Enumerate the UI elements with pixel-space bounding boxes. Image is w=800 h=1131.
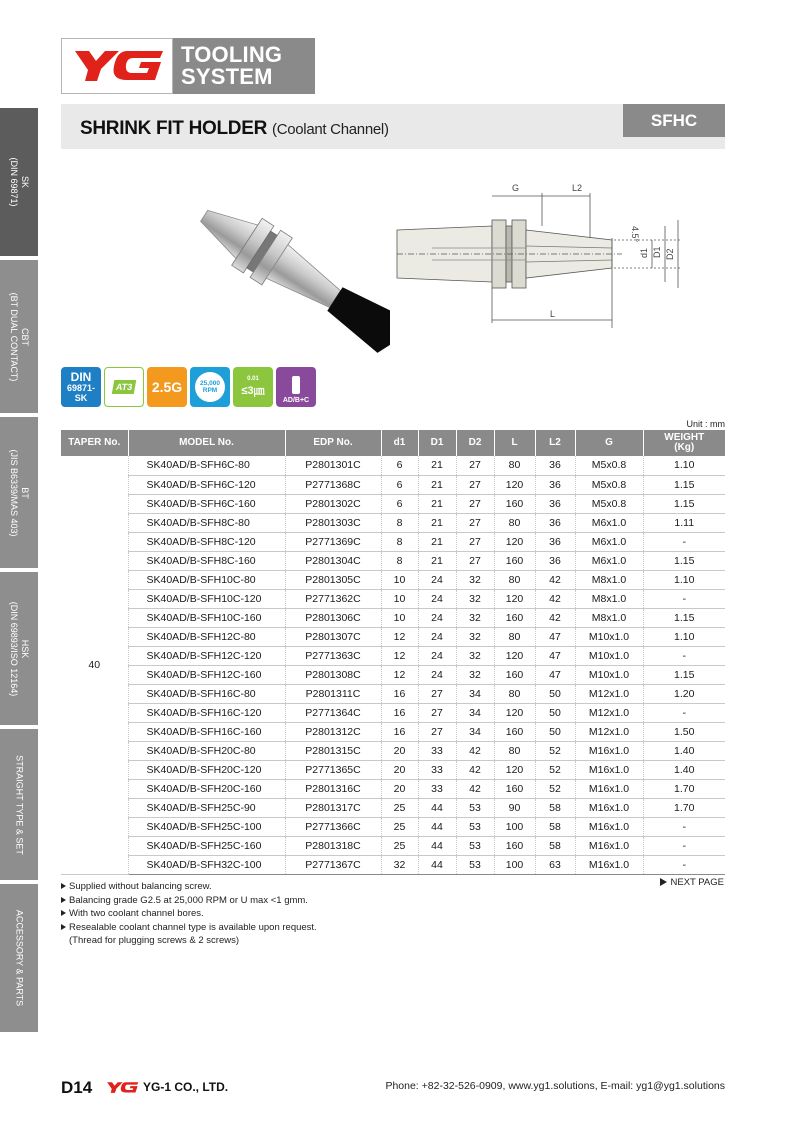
- next-page-link[interactable]: [660, 877, 725, 888]
- value-cell: 90: [494, 798, 535, 817]
- side-tab-label: SK: [20, 175, 30, 188]
- value-cell: 58: [535, 817, 575, 836]
- model-cell: SK40AD/B-SFH10C-80: [128, 570, 285, 589]
- value-cell: 20: [381, 741, 418, 760]
- value-cell: 21: [418, 551, 456, 570]
- value-cell: 100: [494, 817, 535, 836]
- col-header: G: [575, 430, 643, 456]
- table-row: [61, 855, 725, 874]
- value-cell: 80: [494, 627, 535, 646]
- value-cell: 12: [381, 646, 418, 665]
- value-cell: 80: [494, 456, 535, 475]
- value-cell: M8x1.0: [575, 570, 643, 589]
- taper-cell: 40: [61, 456, 128, 874]
- col-header: TAPER No.: [61, 430, 128, 456]
- value-cell: 32: [381, 855, 418, 874]
- balance-badge: 2.5G: [147, 367, 187, 407]
- runout-badge: 0.01 ≤3㎛: [233, 367, 273, 407]
- value-cell: 24: [418, 589, 456, 608]
- model-cell: SK40AD/B-SFH25C-100: [128, 817, 285, 836]
- edp-cell: P2801316C: [285, 779, 381, 798]
- value-cell: 34: [456, 722, 494, 741]
- value-cell: 42: [535, 589, 575, 608]
- value-cell: 24: [418, 608, 456, 627]
- value-cell: 1.50: [643, 722, 725, 741]
- value-cell: M16x1.0: [575, 779, 643, 798]
- value-cell: 42: [456, 760, 494, 779]
- model-cell: SK40AD/B-SFH16C-80: [128, 684, 285, 703]
- value-cell: 27: [418, 722, 456, 741]
- value-cell: M12x1.0: [575, 703, 643, 722]
- table-row: [61, 456, 725, 475]
- value-cell: 44: [418, 798, 456, 817]
- edp-cell: P2771363C: [285, 646, 381, 665]
- value-cell: 120: [494, 646, 535, 665]
- model-cell: SK40AD/B-SFH25C-90: [128, 798, 285, 817]
- value-cell: 47: [535, 665, 575, 684]
- value-cell: 120: [494, 703, 535, 722]
- table-row: [61, 665, 725, 684]
- value-cell: 160: [494, 608, 535, 627]
- side-tab-label: ACCESSORY & PARTS: [14, 909, 25, 1007]
- edp-cell: P2801305C: [285, 570, 381, 589]
- value-cell: M12x1.0: [575, 684, 643, 703]
- drawing-label-d1: d1: [639, 247, 649, 258]
- model-cell: SK40AD/B-SFH6C-160: [128, 494, 285, 513]
- technical-drawing: [392, 178, 702, 328]
- side-tab-label: CBT: [20, 327, 30, 346]
- model-cell: SK40AD/B-SFH32C-100: [128, 855, 285, 874]
- value-cell: 58: [535, 798, 575, 817]
- rpm-badge: 25,000 RPM: [190, 367, 230, 407]
- model-cell: SK40AD/B-SFH12C-160: [128, 665, 285, 684]
- side-tab-label: HSK: [20, 639, 30, 658]
- notes: [61, 880, 317, 948]
- edp-cell: P2801317C: [285, 798, 381, 817]
- value-cell: 12: [381, 627, 418, 646]
- value-cell: M6x1.0: [575, 532, 643, 551]
- value-cell: 44: [418, 817, 456, 836]
- value-cell: 1.20: [643, 684, 725, 703]
- value-cell: 58: [535, 836, 575, 855]
- model-cell: SK40AD/B-SFH20C-120: [128, 760, 285, 779]
- value-cell: 36: [535, 532, 575, 551]
- value-cell: 25: [381, 817, 418, 836]
- company-name: YG-1 CO., LTD.: [143, 1080, 229, 1094]
- yg-logo: [61, 38, 173, 94]
- value-cell: 10: [381, 570, 418, 589]
- value-cell: M10x1.0: [575, 665, 643, 684]
- table-row: [61, 760, 725, 779]
- note-continuation: (Thread for plugging screws & 2 screws): [69, 935, 240, 946]
- value-cell: 21: [418, 494, 456, 513]
- value-cell: 34: [456, 703, 494, 722]
- contact-info: Phone: +82-32-526-0909, www.yg1.solutions, E-mail: yg1@yg1.solutions: [385, 1080, 725, 1092]
- value-cell: 1.10: [643, 570, 725, 589]
- value-cell: 27: [456, 456, 494, 475]
- model-cell: SK40AD/B-SFH16C-120: [128, 703, 285, 722]
- value-cell: 1.15: [643, 475, 725, 494]
- value-cell: 32: [456, 627, 494, 646]
- col-header: EDP No.: [285, 430, 381, 456]
- table-row: [61, 684, 725, 703]
- note-item: Balancing grade G2.5 at 25,000 RPM or U max <1 gmm.: [61, 894, 317, 908]
- col-header: d1: [381, 430, 418, 456]
- value-cell: 120: [494, 589, 535, 608]
- edp-cell: P2801303C: [285, 513, 381, 532]
- edp-cell: P2801318C: [285, 836, 381, 855]
- col-header-weight: WEIGHT (Kg): [643, 430, 725, 456]
- value-cell: 1.11: [643, 513, 725, 532]
- value-cell: 160: [494, 836, 535, 855]
- table-row: [61, 513, 725, 532]
- table-row: [61, 570, 725, 589]
- model-cell: SK40AD/B-SFH20C-80: [128, 741, 285, 760]
- value-cell: M16x1.0: [575, 741, 643, 760]
- side-tab-straight[interactable]: [0, 727, 38, 880]
- value-cell: M5x0.8: [575, 475, 643, 494]
- note-item: Resealable coolant channel type is available upon request.: [61, 921, 317, 935]
- value-cell: M6x1.0: [575, 513, 643, 532]
- feature-badges: [61, 367, 316, 407]
- value-cell: 36: [535, 551, 575, 570]
- value-cell: 12: [381, 665, 418, 684]
- table-row: [61, 494, 725, 513]
- drawing-label-g: G: [512, 183, 520, 193]
- value-cell: 47: [535, 627, 575, 646]
- side-tab-sublabel: (BT DUAL CONTACT): [9, 292, 19, 381]
- note-item: Supplied without balancing screw.: [61, 880, 317, 894]
- value-cell: 8: [381, 513, 418, 532]
- value-cell: 24: [418, 627, 456, 646]
- side-tab-sublabel: (DIN 69893/ISO 12164): [9, 601, 19, 696]
- col-header: D2: [456, 430, 494, 456]
- model-cell: SK40AD/B-SFH10C-160: [128, 608, 285, 627]
- value-cell: 50: [535, 684, 575, 703]
- brand-header: [61, 38, 315, 94]
- value-cell: 44: [418, 836, 456, 855]
- value-cell: 53: [456, 817, 494, 836]
- side-tab-hsk[interactable]: [0, 570, 38, 725]
- drawing-label-angle: 4.5°: [630, 226, 640, 243]
- value-cell: 25: [381, 836, 418, 855]
- table-header-row: [61, 430, 725, 456]
- model-cell: SK40AD/B-SFH8C-120: [128, 532, 285, 551]
- value-cell: 21: [418, 456, 456, 475]
- drawing-label-d1-cap: D1: [652, 246, 662, 258]
- edp-cell: P2771369C: [285, 532, 381, 551]
- model-cell: SK40AD/B-SFH12C-120: [128, 646, 285, 665]
- value-cell: 42: [535, 570, 575, 589]
- page-title: [80, 118, 389, 140]
- value-cell: 32: [456, 665, 494, 684]
- value-cell: M10x1.0: [575, 627, 643, 646]
- value-cell: 33: [418, 779, 456, 798]
- at3-badge: AT3: [104, 367, 144, 407]
- table-row: [61, 646, 725, 665]
- table-row: [61, 703, 725, 722]
- title-main: SHRINK FIT HOLDER: [80, 118, 268, 139]
- value-cell: 1.15: [643, 608, 725, 627]
- yg-logo-small-icon: [105, 1081, 139, 1094]
- value-cell: 8: [381, 532, 418, 551]
- value-cell: -: [643, 589, 725, 608]
- value-cell: 42: [456, 779, 494, 798]
- value-cell: 20: [381, 779, 418, 798]
- title-bar: [61, 104, 725, 149]
- value-cell: 160: [494, 665, 535, 684]
- model-cell: SK40AD/B-SFH25C-160: [128, 836, 285, 855]
- value-cell: 32: [456, 646, 494, 665]
- value-cell: 52: [535, 760, 575, 779]
- value-cell: 16: [381, 684, 418, 703]
- col-header: L: [494, 430, 535, 456]
- value-cell: M16x1.0: [575, 855, 643, 874]
- value-cell: -: [643, 646, 725, 665]
- model-cell: SK40AD/B-SFH6C-120: [128, 475, 285, 494]
- unit-label: Unit : mm: [686, 419, 725, 429]
- table-body: [61, 456, 725, 874]
- value-cell: M16x1.0: [575, 836, 643, 855]
- value-cell: 47: [535, 646, 575, 665]
- value-cell: 1.70: [643, 798, 725, 817]
- value-cell: 1.40: [643, 760, 725, 779]
- edp-cell: P2801306C: [285, 608, 381, 627]
- value-cell: 1.40: [643, 741, 725, 760]
- table-row: [61, 475, 725, 494]
- edp-cell: P2771368C: [285, 475, 381, 494]
- value-cell: 42: [535, 608, 575, 627]
- value-cell: 10: [381, 589, 418, 608]
- value-cell: 8: [381, 551, 418, 570]
- edp-cell: P2801315C: [285, 741, 381, 760]
- side-tab-sublabel: (JIS B6339/MAS 403): [9, 448, 19, 537]
- drawing-label-l2: L2: [572, 183, 583, 193]
- side-tab-label: BT: [20, 486, 30, 499]
- value-cell: M16x1.0: [575, 817, 643, 836]
- model-cell: SK40AD/B-SFH20C-160: [128, 779, 285, 798]
- value-cell: 24: [418, 665, 456, 684]
- footer-logo: [105, 1080, 228, 1094]
- value-cell: 16: [381, 703, 418, 722]
- table-row: [61, 779, 725, 798]
- value-cell: M8x1.0: [575, 589, 643, 608]
- title-sub: (Coolant Channel): [272, 121, 389, 138]
- value-cell: 21: [418, 532, 456, 551]
- value-cell: 1.10: [643, 456, 725, 475]
- spec-table: [61, 430, 725, 875]
- product-image: [175, 172, 390, 382]
- value-cell: 24: [418, 646, 456, 665]
- edp-cell: P2801301C: [285, 456, 381, 475]
- edp-cell: P2771365C: [285, 760, 381, 779]
- col-header: D1: [418, 430, 456, 456]
- value-cell: 120: [494, 475, 535, 494]
- value-cell: 36: [535, 475, 575, 494]
- page-number: D14: [61, 1078, 93, 1097]
- value-cell: M12x1.0: [575, 722, 643, 741]
- value-cell: 42: [456, 741, 494, 760]
- brand-line1: TOOLING: [181, 42, 283, 67]
- table-row: [61, 532, 725, 551]
- value-cell: 1.15: [643, 665, 725, 684]
- side-tab-sublabel: (DIN 69871): [9, 157, 19, 207]
- value-cell: 50: [535, 703, 575, 722]
- edp-cell: P2801308C: [285, 665, 381, 684]
- side-tab-label: STRAIGHT TYPE & SET: [14, 754, 25, 855]
- value-cell: 33: [418, 760, 456, 779]
- edp-cell: P2771367C: [285, 855, 381, 874]
- edp-cell: P2801311C: [285, 684, 381, 703]
- value-cell: M5x0.8: [575, 456, 643, 475]
- din-badge: DIN 69871- SK: [61, 367, 101, 407]
- value-cell: 160: [494, 722, 535, 741]
- value-cell: 6: [381, 494, 418, 513]
- product-code-tab: SFHC: [623, 104, 725, 137]
- value-cell: 27: [456, 494, 494, 513]
- drawing-label-d2: D2: [665, 248, 675, 260]
- value-cell: 53: [456, 855, 494, 874]
- value-cell: 160: [494, 494, 535, 513]
- value-cell: 6: [381, 475, 418, 494]
- value-cell: 20: [381, 760, 418, 779]
- value-cell: 27: [456, 551, 494, 570]
- model-cell: SK40AD/B-SFH8C-80: [128, 513, 285, 532]
- value-cell: 120: [494, 532, 535, 551]
- value-cell: 1.70: [643, 779, 725, 798]
- value-cell: 120: [494, 760, 535, 779]
- edp-cell: P2801302C: [285, 494, 381, 513]
- value-cell: -: [643, 836, 725, 855]
- value-cell: -: [643, 817, 725, 836]
- model-cell: SK40AD/B-SFH12C-80: [128, 627, 285, 646]
- value-cell: 27: [456, 532, 494, 551]
- value-cell: -: [643, 855, 725, 874]
- value-cell: 1.10: [643, 627, 725, 646]
- value-cell: 80: [494, 684, 535, 703]
- coolant-badge: AD/B+C: [276, 367, 316, 407]
- table-row: [61, 798, 725, 817]
- value-cell: 1.15: [643, 551, 725, 570]
- value-cell: 33: [418, 741, 456, 760]
- table-row: [61, 722, 725, 741]
- value-cell: 80: [494, 513, 535, 532]
- model-cell: SK40AD/B-SFH8C-160: [128, 551, 285, 570]
- value-cell: 53: [456, 798, 494, 817]
- value-cell: 27: [456, 513, 494, 532]
- edp-cell: P2801312C: [285, 722, 381, 741]
- edp-cell: P2801304C: [285, 551, 381, 570]
- value-cell: M8x1.0: [575, 608, 643, 627]
- table-row: [61, 836, 725, 855]
- value-cell: 27: [418, 703, 456, 722]
- side-tab-sk[interactable]: [0, 106, 38, 256]
- model-cell: SK40AD/B-SFH6C-80: [128, 456, 285, 475]
- edp-cell: P2771364C: [285, 703, 381, 722]
- value-cell: 16: [381, 722, 418, 741]
- side-tab-cbt[interactable]: [0, 258, 38, 413]
- value-cell: M16x1.0: [575, 798, 643, 817]
- side-tab-bt[interactable]: [0, 415, 38, 568]
- value-cell: 80: [494, 570, 535, 589]
- value-cell: M5x0.8: [575, 494, 643, 513]
- value-cell: 25: [381, 798, 418, 817]
- value-cell: 63: [535, 855, 575, 874]
- table-row: [61, 608, 725, 627]
- side-tab-accessory[interactable]: [0, 882, 38, 1032]
- value-cell: 32: [456, 589, 494, 608]
- value-cell: 21: [418, 513, 456, 532]
- value-cell: 1.15: [643, 494, 725, 513]
- value-cell: M16x1.0: [575, 760, 643, 779]
- value-cell: 32: [456, 570, 494, 589]
- table-row: [61, 817, 725, 836]
- note-item: With two coolant channel bores.: [61, 907, 317, 921]
- next-page-label: NEXT PAGE: [670, 877, 724, 888]
- value-cell: 80: [494, 741, 535, 760]
- value-cell: 100: [494, 855, 535, 874]
- value-cell: 6: [381, 456, 418, 475]
- edp-cell: P2771362C: [285, 589, 381, 608]
- value-cell: -: [643, 532, 725, 551]
- table-row: [61, 589, 725, 608]
- value-cell: 50: [535, 722, 575, 741]
- brand-line2: SYSTEM: [181, 64, 273, 89]
- value-cell: -: [643, 703, 725, 722]
- value-cell: M10x1.0: [575, 646, 643, 665]
- value-cell: 36: [535, 494, 575, 513]
- next-arrow-icon: [660, 878, 667, 886]
- value-cell: 10: [381, 608, 418, 627]
- model-cell: SK40AD/B-SFH10C-120: [128, 589, 285, 608]
- value-cell: 34: [456, 684, 494, 703]
- value-cell: 21: [418, 475, 456, 494]
- value-cell: 160: [494, 551, 535, 570]
- value-cell: 160: [494, 779, 535, 798]
- brand-tagline: [173, 38, 315, 94]
- value-cell: 27: [456, 475, 494, 494]
- value-cell: 53: [456, 836, 494, 855]
- col-header: MODEL No.: [128, 430, 285, 456]
- value-cell: 27: [418, 684, 456, 703]
- value-cell: 36: [535, 513, 575, 532]
- edp-cell: P2771366C: [285, 817, 381, 836]
- value-cell: 52: [535, 741, 575, 760]
- table-row: [61, 627, 725, 646]
- table-row: [61, 551, 725, 570]
- model-cell: SK40AD/B-SFH16C-160: [128, 722, 285, 741]
- value-cell: 24: [418, 570, 456, 589]
- table-row: [61, 741, 725, 760]
- value-cell: 32: [456, 608, 494, 627]
- drawing-label-l: L: [550, 309, 556, 319]
- yg-logo-icon: [69, 49, 165, 83]
- value-cell: 52: [535, 779, 575, 798]
- value-cell: 36: [535, 456, 575, 475]
- value-cell: 44: [418, 855, 456, 874]
- col-header: L2: [535, 430, 575, 456]
- edp-cell: P2801307C: [285, 627, 381, 646]
- value-cell: M6x1.0: [575, 551, 643, 570]
